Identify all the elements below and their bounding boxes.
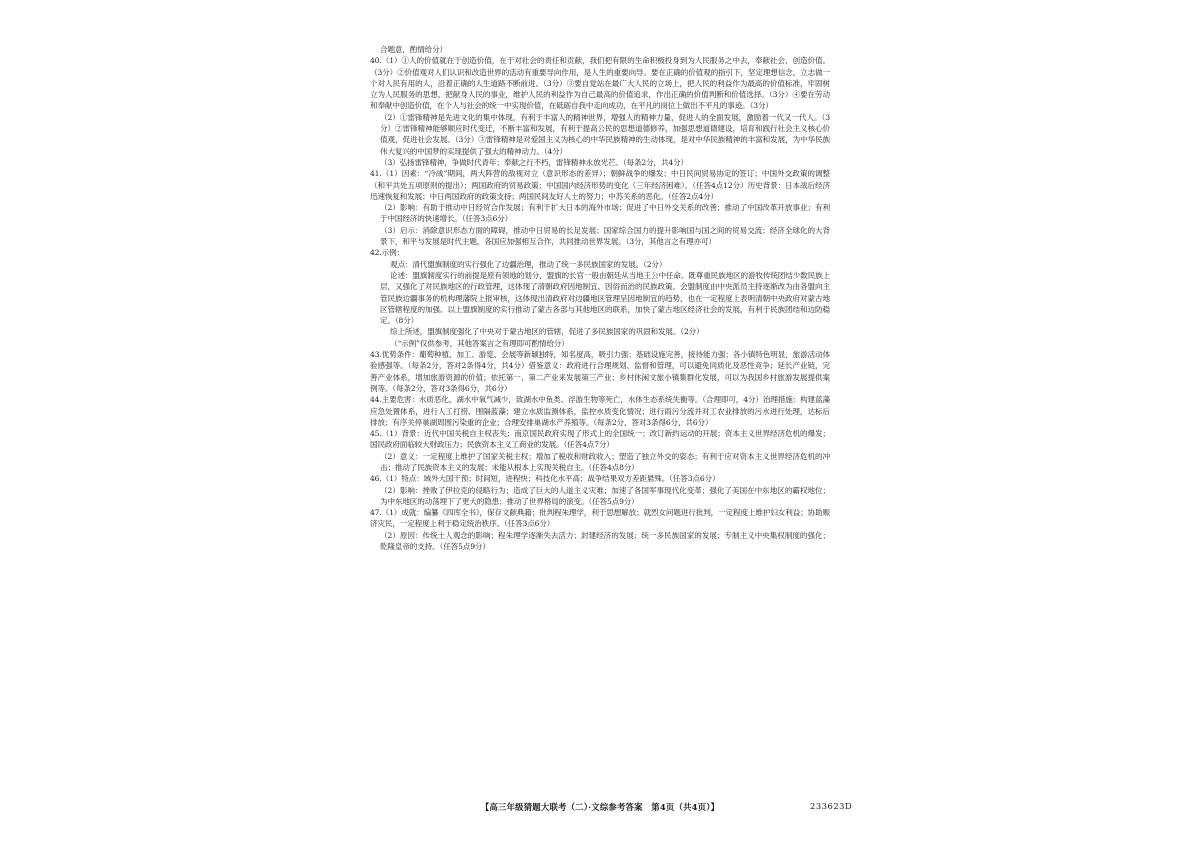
answer-paragraph: 43.优势条件：葡萄种植、加工、游览、会展等新颖独特，知名度高，吸引力强；基础设施完善，接待能力强；各小镇特色明显，旅游活动体验感强等。（每条2分，答对2条得4分，共4分）借鉴意义：政府进行合理规划、监督和管理，可以避免同质化及恶性竞争；延长产业链，完善产业体系，增加旅游资源的价值；依托第一、第二产业来发展第三产业；乡村休闲文旅小镇集群化发展，可以为我国乡村旅游发展提供案例等。（每条2分，答对3条得6分，共6分） bbox=[370, 350, 830, 393]
answer-paragraph: （“示例”仅供参考，其他答案言之有理即可酌情给分） bbox=[390, 338, 569, 348]
answer-paragraph: 47.（1）成就：编纂《四库全书》，保存文献典籍；批判程朱理学，利于思想解放；就烈女问题进行批判，一定程度上维护妇女利益；协助赈济灾民，一定程度上利于稳定统治秩序。（任答3点6分） bbox=[370, 508, 830, 529]
answer-paragraph: （3）启示：消除意识形态方面的障碍，推动中日贸易的长足发展；国家综合国力的提升影响国与国之间的贸易交流；经济全球化的大背景下，和平与发展是时代主题，各国应加强相互合作，共同推动世界发展。（3分，其他言之有理亦可） bbox=[380, 225, 830, 247]
answer-key-content bbox=[370, 44, 830, 552]
answer-paragraph: 40.（1）①人的价值就在于创造价值，在于对社会的责任和贡献，我们把有限的生命积极投身到为人民服务之中去，奉献社会，创造价值。（3分）②价值观对人们认识和改造世界的活动有重要导向作用，是人生的重要向导。要在正确的价值观的指引下，坚定理想信念，立志做一个对人民有用的人，沿着正确的人生道路不断前进。（3分）③要自觉站在最广大人民的立场上，把人民的利益作为最高的价值标准，牢固树立为人民服务的思想，把献身人民的事业，维护人民的利益作为自己最高的价值追求，作出正确的价值判断和价值选择。（3分）④要在劳动和奉献中创造价值，在个人与社会的统一中实现价值，在砥砺自我中走向成功，在平凡的岗位上做出不平凡的事迹。（3分） bbox=[370, 56, 830, 111]
answer-paragraph: （3）弘扬雷锋精神，争做时代青年；奉献之行不朽，雷锋精神永放光芒。（每条2分，共4分） bbox=[380, 157, 688, 167]
answer-paragraph: 46.（1）特点：域外大国干预；时间短，进程快；科技化水平高；战争结果双方差距悬殊。（任答3点6分） bbox=[370, 474, 720, 484]
answer-paragraph: （2）影响：有助于推动中日经贸合作发展；有利于扩大日本的海外市场；促进了中日外交关系的改善；推动了中国改革开放事业；有利于中国经济的快速增长。（任答3点6分） bbox=[380, 203, 830, 224]
answer-paragraph: （2）原因：传统士人观念的影响；程朱理学逐渐失去活力；封建经济的发展；统一多民族国家的发展；专制主义中央集权制度的强化；乾隆皇帝的支持。（任答5点9分） bbox=[380, 530, 830, 552]
answer-paragraph: 42.示例： bbox=[370, 248, 404, 258]
answer-paragraph: 论述：盟旗制度实行的前提是原有领地的划分，盟旗的长官一般由朝廷从当地王公中任命。既尊重民族地区的游牧传统团结少数民族上层，又强化了对民族地区的行政管理，这体现了清朝政府因地制宜、因俗而治的民族政策。会盟制度由中央派员主持逐渐改为由各盟向主管民族边疆事务的机构理藩院上报审核，这体现出清政府对边疆地区管理呈因地制宜的趋势，也在一定程度上表明清朝中央政府对蒙古地区管辖程度的加强。以上盟旗制度的实行推动了蒙古各部与其他地区的联系，加快了蒙古地区经济社会的发展，有利于民族团结和边防稳定。（8分） bbox=[380, 270, 830, 326]
page-footer bbox=[0, 801, 1200, 815]
answer-paragraph: 44.主要危害：水质恶化，湖水中氧气减少，致湖水中鱼类、浮游生物等死亡，水体生态系统失衡等。（合理即可，4分）治理措施：构建蓝藻应急处置体系，进行人工打捞、围隔蓝藻；建立水质监测体系，监控水质变化情况；进行雨污分流并对工农业排放的污水进行处理，达标后排放；有序关停巢湖周围污染重的企业；合理安排巢湖水产养殖等。（每条2分，答对3条得6分，共6分） bbox=[370, 395, 830, 427]
footer-title: 【高三年级猜题大联考（二）·文综参考答案 第4页（共4页）】 bbox=[480, 802, 720, 812]
footer-code: 233623D bbox=[810, 801, 853, 811]
answer-paragraph: 观点：清代盟旗制度的实行强化了边疆治理，推动了统一多民族国家的发展。（2分） bbox=[390, 259, 667, 269]
answer-paragraph: （2）影响：挫败了伊拉克的侵略行为；造成了巨大的人道主义灾难；加速了各国军事现代化变革；强化了美国在中东地区的霸权地位；为中东地区的动荡埋下了更大的隐患；推动了世界格局的演变。（任答5点9分） bbox=[380, 485, 830, 506]
answer-paragraph: 41.（1）因素：“冷战”期间，两大阵营的敌视对立（意识形态的差异）；朝鲜战争的爆发；中日民间贸易协定的签订；中国外交政策的调整（和平共处五项原则的提出）；两国政府的贸易政策；中国国内经济形势的变化（三年经济困难）。（任答4点12分）历史背景：日本战后经济迅速恢复和发展；中日两国政府的政策支持；两国民间友好人士的努力；中苏关系的恶化。（任答2点4分） bbox=[370, 169, 830, 201]
answer-paragraph: （2）①雷锋精神是先进文化的集中体现，有利于丰富人的精神世界，增强人的精神力量，促进人的全面发展，激励着一代又一代人。（3分）②雷锋精神能够顺应时代变迁，不断丰富和发展，有利于提高公民的思想道德修养，加强思想道德建设，培育和践行社会主义核心价值观，促进社会发展。（3分）③雷锋精神是对爱国主义为核心的中华民族精神的生动体现，是对中华民族精神的丰富和发展，为中华民族伟大复兴的中国梦的实现提供了强大的精神动力。（4分） bbox=[380, 112, 830, 156]
answer-paragraph: （2）意义：一定程度上维护了国家关税主权；增加了税收和财政收入；塑造了独立外交的姿态；有利于应对资本主义世界经济危机的冲击；推动了民族资本主义的发展；未能从根本上实现关税自主。（任答4点8分） bbox=[380, 451, 830, 472]
answer-paragraph: 45.（1）背景：近代中国关税自主权丧失；南京国民政府实现了形式上的全国统一；改订新约运动的开展；资本主义世界经济危机的爆发；国民政府面临较大财政压力；民族资本主义工商业的发展。（任答4点7分） bbox=[370, 429, 830, 450]
answer-paragraph: 合题意，酌情给分） bbox=[380, 45, 447, 54]
answer-paragraph: 综上所述，盟旗制度强化了中央对于蒙古地区的管辖，促进了多民族国家的巩固和发展。（2分） bbox=[390, 327, 704, 337]
